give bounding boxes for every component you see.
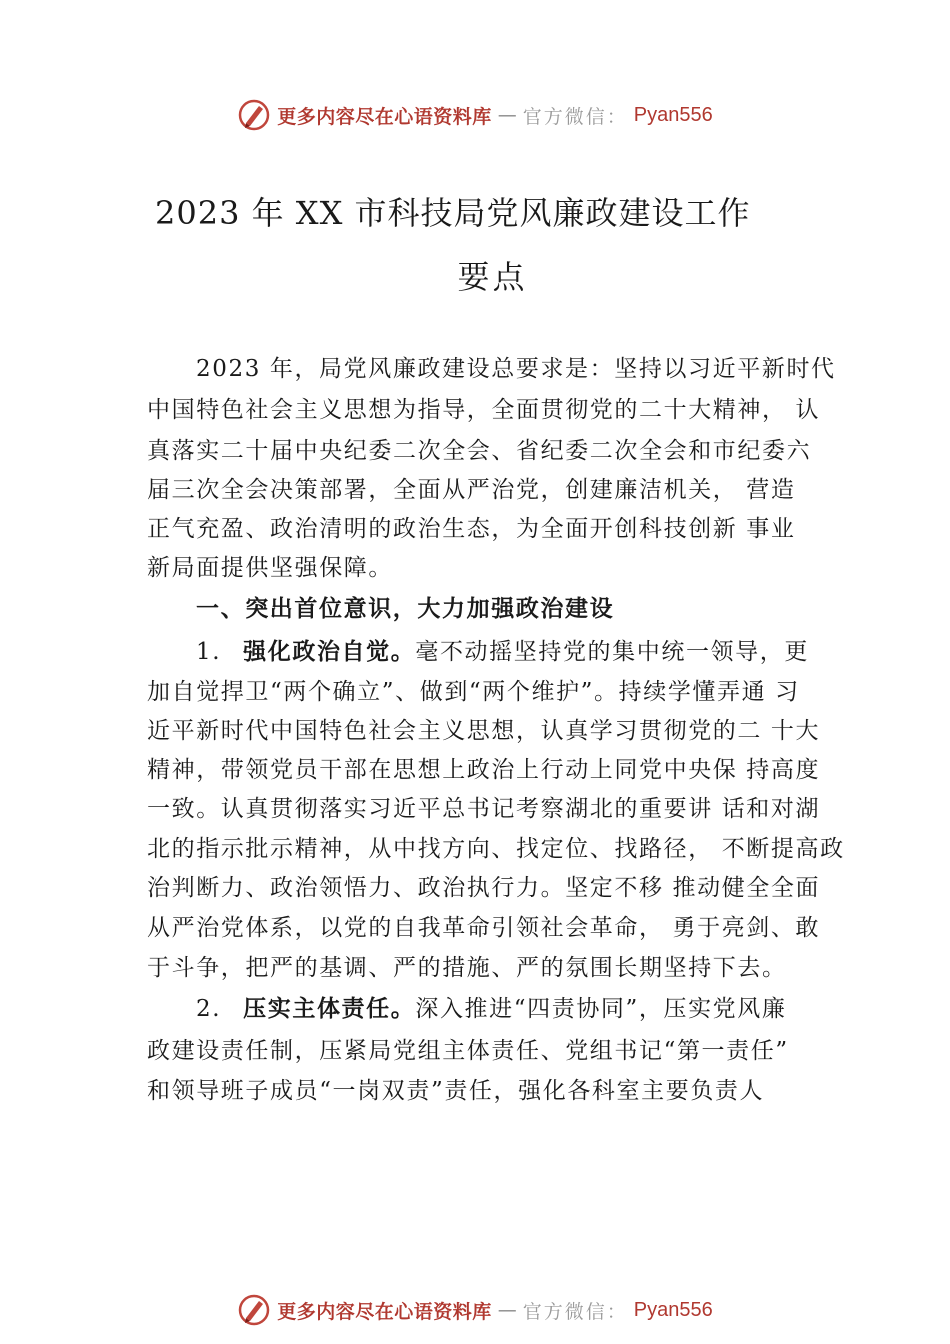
watermark-header	[0, 95, 950, 135]
watermark-sub-text: 官方微信：	[522, 105, 628, 128]
watermark-wechat-id: Pyan556	[633, 1298, 713, 1321]
item-number: 1.	[196, 639, 222, 665]
intro-line: 届三次全会决策部署，全面从严治党，创建廉洁机关， 营造	[147, 477, 796, 503]
intro-line: 真落实二十届中央纪委二次全会、省纪委二次全会和市纪委六	[147, 438, 812, 464]
item-1-line: 北的指示批示精神，从中找方向、找定位、找路径， 不断提高政	[147, 836, 845, 862]
watermark-dash: —	[497, 1299, 517, 1321]
item-1-line: 精神，带领党员干部在思想上政治上行动上同党中央保 持高度	[147, 757, 821, 783]
intro-line: 2023 年，局党风廉政建设总要求是：坚持以习近平新时代	[196, 356, 836, 382]
item-2-line: 和领导班子成员“一岗双责”责任，强化各科室主要负责人	[147, 1078, 765, 1104]
item-2-line: 政建设责任制，压紧局党组主体责任、党组书记“第一责任”	[147, 1038, 789, 1064]
item-title: 压实主体责任。	[243, 996, 416, 1022]
item-number: 2.	[196, 996, 222, 1022]
intro-line: 正气充盈、政治清明的政治生态，为全面开创科技创新 事业	[147, 516, 796, 542]
intro-line: 中国特色社会主义思想为指导，全面贯彻党的二十大精神， 认	[147, 397, 821, 423]
item-text: 深入推进“四责协同”，压实党风廉	[415, 996, 787, 1022]
document-title-line-2: 要点	[457, 258, 528, 296]
document-title-line-1: 2023 年 XX 市科技局党风廉政建设工作	[155, 194, 751, 232]
item-1-first-line	[196, 633, 809, 666]
item-title: 强化政治自觉。	[243, 639, 416, 665]
item-1-line: 从严治党体系，以党的自我革命引领社会革命， 勇于亮剑、敢	[147, 915, 821, 941]
watermark-sub-text: 官方微信：	[522, 1300, 628, 1323]
item-1-line: 一致。认真贯彻落实习近平总书记考察湖北的重要讲 话和对湖	[147, 796, 821, 822]
item-2-first-line	[196, 990, 786, 1023]
item-1-line: 加自觉捍卫“两个确立”、做到“两个维护”。持续学懂弄通 习	[147, 679, 800, 705]
pen-logo-icon	[237, 98, 271, 132]
section-heading: 一、突出首位意识，大力加强政治建设	[196, 596, 615, 622]
watermark-footer	[0, 1290, 950, 1330]
watermark-main-text: 更多内容尽在心语资料库	[277, 1300, 492, 1323]
item-1-line: 于斗争，把严的基调、严的措施、严的氛围长期坚持下去。	[147, 955, 787, 981]
watermark-wechat-id: Pyan556	[633, 103, 713, 126]
watermark-main-text: 更多内容尽在心语资料库	[277, 105, 492, 128]
item-text: 毫不动摇坚持党的集中统一领导，更	[415, 639, 809, 665]
watermark-dash: —	[497, 104, 517, 126]
pen-logo-icon	[237, 1293, 271, 1327]
item-1-line: 治判断力、政治领悟力、政治执行力。坚定不移 推动健全全面	[147, 875, 821, 901]
intro-line: 新局面提供坚强保障。	[147, 555, 393, 581]
item-1-line: 近平新时代中国特色社会主义思想，认真学习贯彻党的二 十大	[147, 718, 821, 744]
